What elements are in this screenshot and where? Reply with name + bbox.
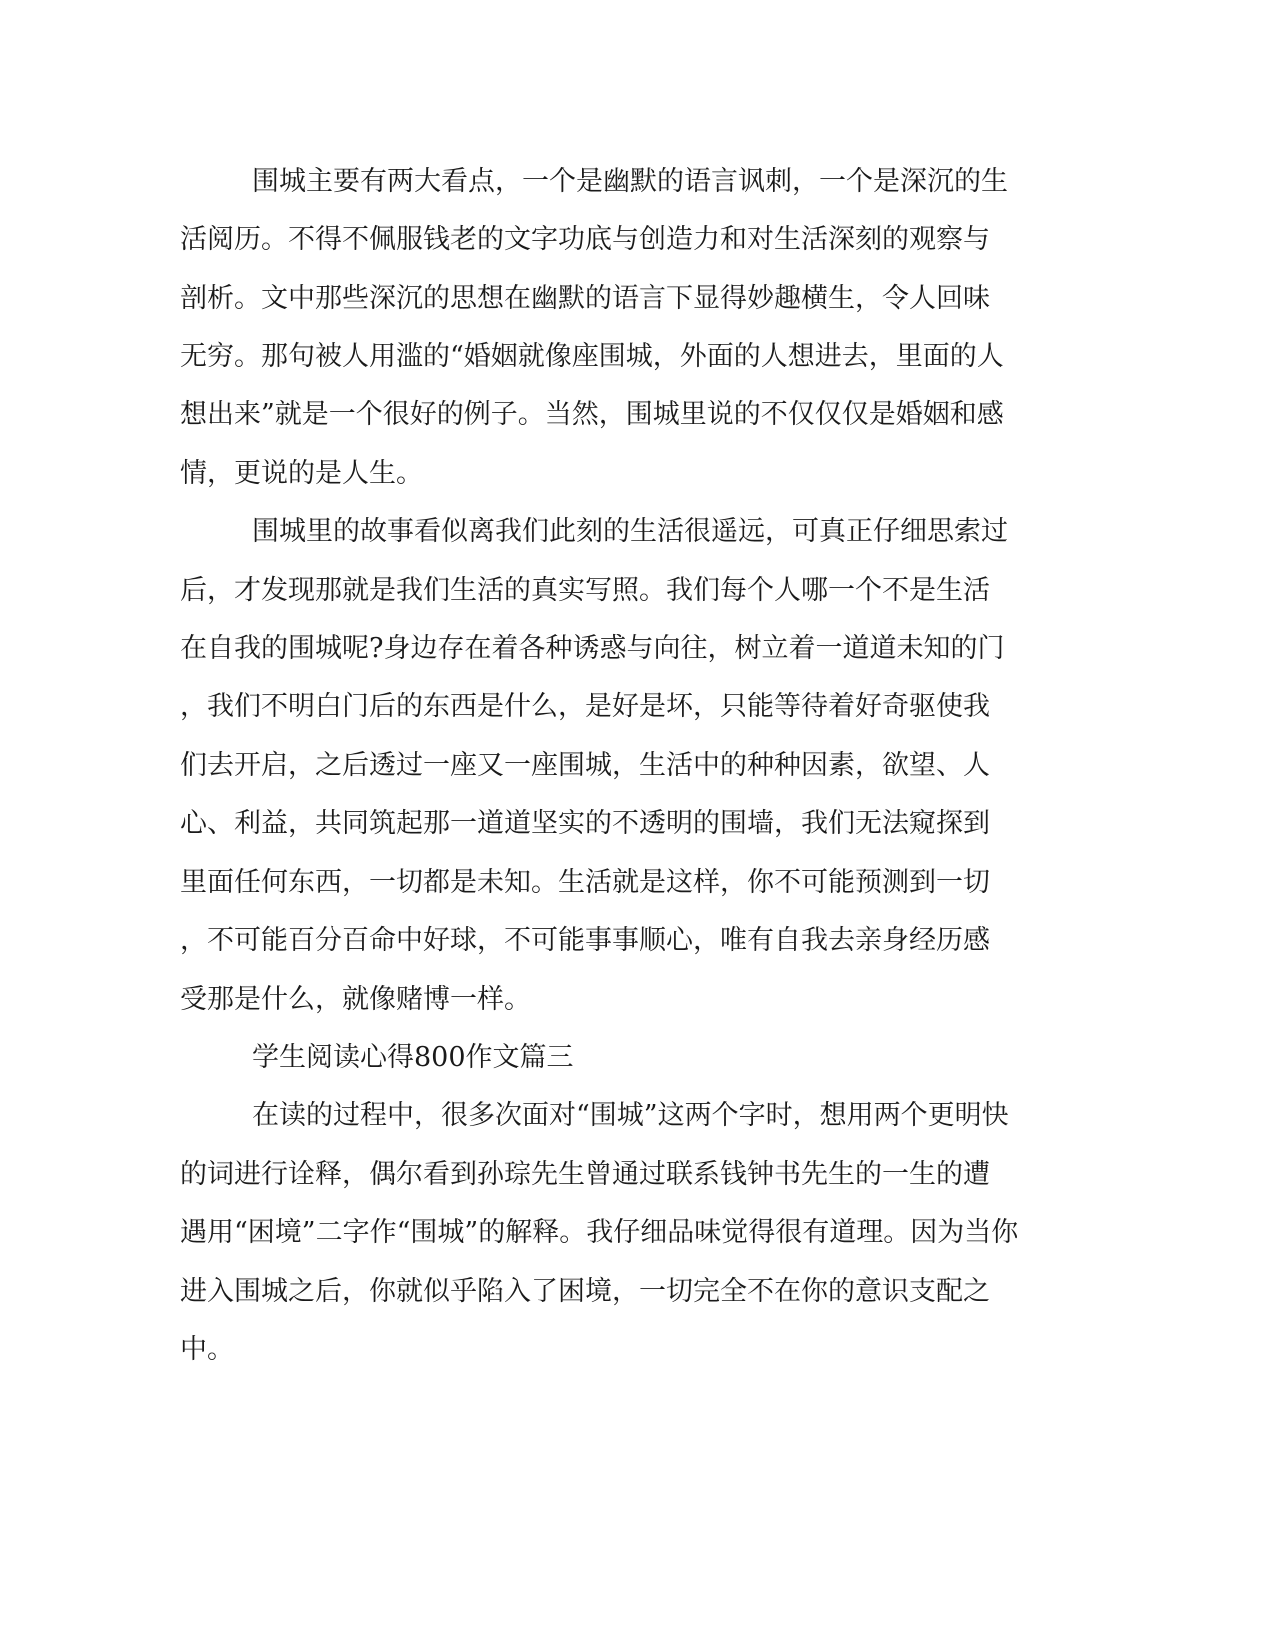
text-line: 受那是什么，就像赌博一样。: [180, 984, 531, 1015]
text-line: 进入围城之后，你就似乎陷入了困境，一切完全不在你的意识支配之: [180, 1276, 990, 1307]
text-line: ，不可能百分百命中好球，不可能事事顺心，唯有自我去亲身经历感: [180, 925, 990, 956]
text-line: 心、利益，共同筑起那一道道坚实的不透明的围墙，我们无法窥探到: [180, 808, 990, 839]
text-line: 们去开启，之后透过一座又一座围城，生活中的种种因素，欲望、人: [180, 750, 990, 781]
text-line: 无穷。那句被人用滥的“婚姻就像座围城，外面的人想进去，里面的人: [180, 341, 1004, 372]
text-line: 想出来”就是一个很好的例子。当然，围城里说的不仅仅仅是婚姻和感: [180, 399, 1004, 430]
text-line: 在读的过程中，很多次面对“围城”这两个字时，想用两个更明快: [252, 1100, 1009, 1131]
text-line: ，我们不明白门后的东西是什么，是好是坏，只能等待着好奇驱使我: [180, 691, 990, 722]
text-line: 活阅历。不得不佩服钱老的文字功底与创造力和对生活深刻的观察与: [180, 224, 990, 255]
text-line: 后，才发现那就是我们生活的真实写照。我们每个人哪一个不是生活: [180, 575, 990, 606]
text-line: 中。: [180, 1334, 234, 1365]
text-line: 的词进行诠释，偶尔看到孙琮先生曾通过联系钱钟书先生的一生的遭: [180, 1159, 990, 1190]
text-line: 情，更说的是人生。: [180, 458, 423, 489]
text-line: 围城主要有两大看点，一个是幽默的语言讽刺，一个是深沉的生: [252, 166, 1008, 197]
text-line: 里面任何东西，一切都是未知。生活就是这样，你不可能预测到一切: [180, 867, 990, 898]
text-line: 围城里的故事看似离我们此刻的生活很遥远，可真正仔细思索过: [252, 516, 1008, 547]
text-line: 剖析。文中那些深沉的思想在幽默的语言下显得妙趣横生，令人回味: [180, 283, 990, 314]
text-line: 在自我的围城呢?身边存在着各种诱惑与向往，树立着一道道未知的门: [180, 633, 1005, 664]
text-line: 遇用“困境”二字作“围城”的解释。我仔细品味觉得很有道理。因为当你: [180, 1217, 1019, 1248]
section-heading: 学生阅读心得800作文篇三: [252, 1042, 574, 1073]
